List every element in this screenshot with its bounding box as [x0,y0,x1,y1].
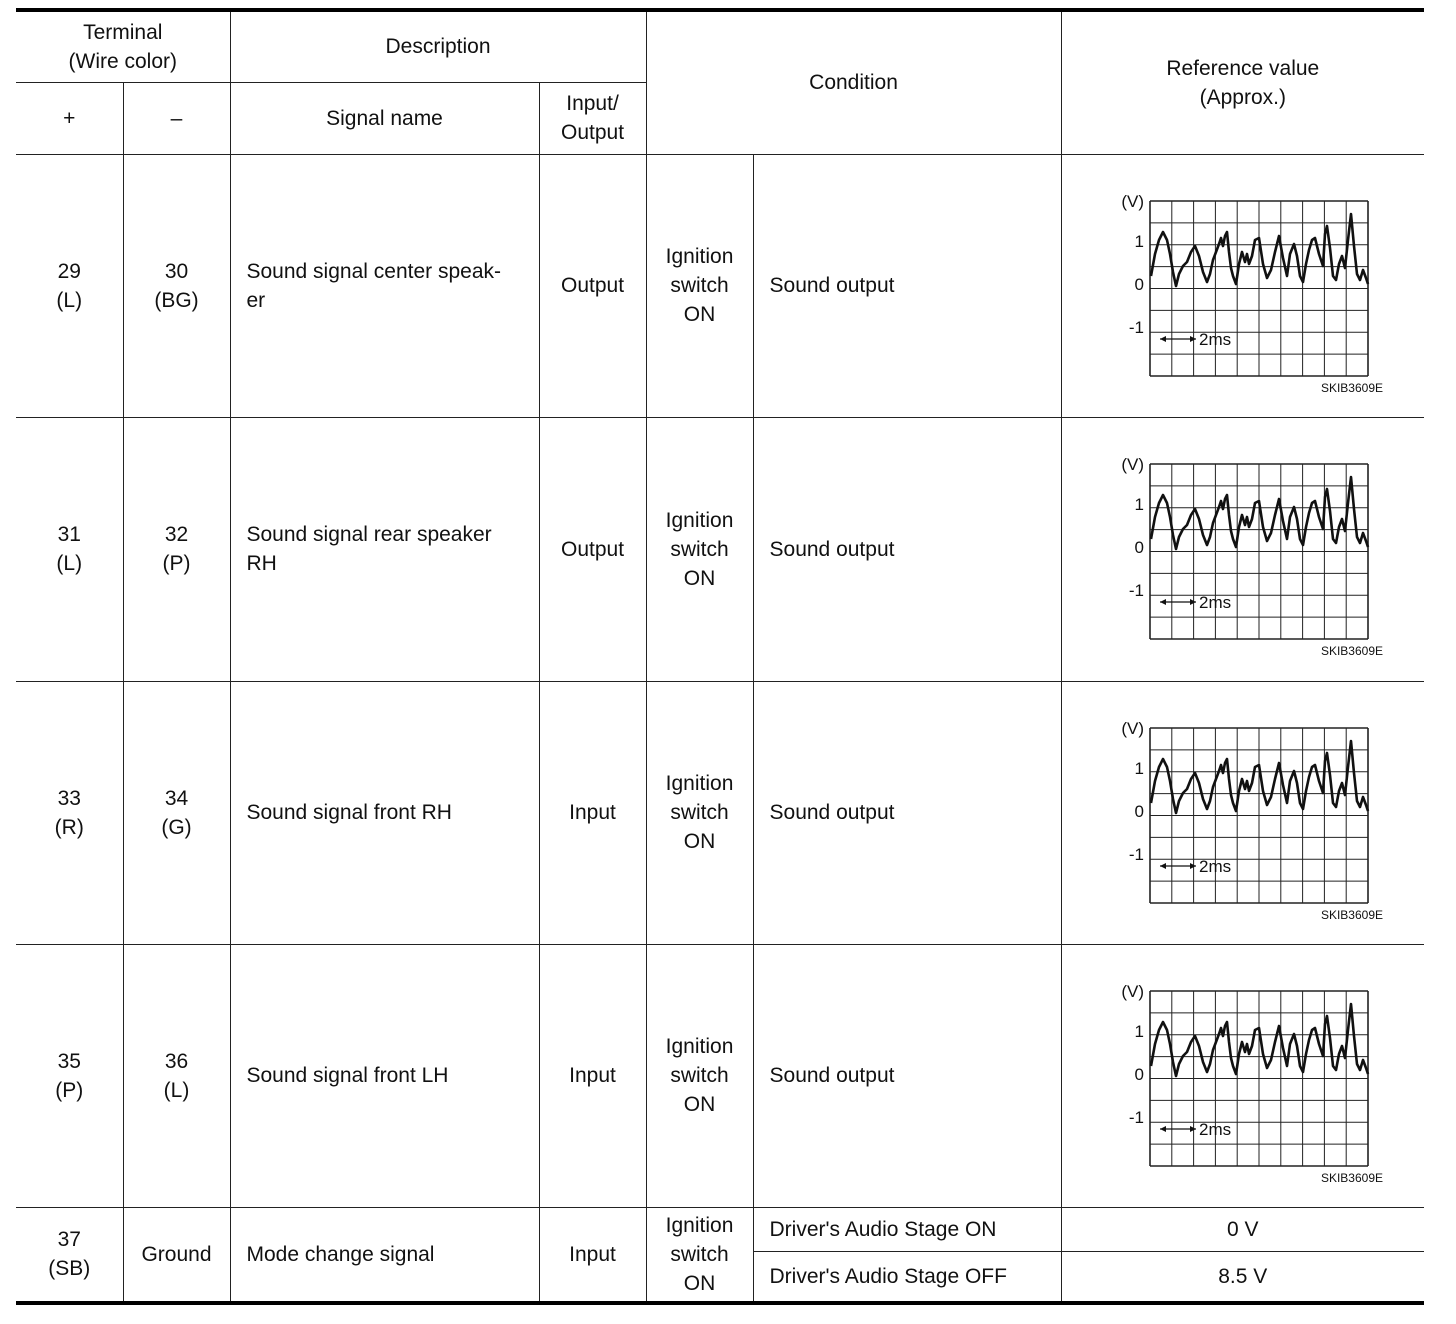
waveform-cell [1061,154,1424,417]
time-scale-label: 2ms [1198,593,1231,612]
figure-code: SKIB3609E [1320,380,1383,395]
y-tick-label: -1 [1128,844,1144,864]
wire-color: (L) [56,288,83,312]
waveform-grid [1150,728,1368,903]
signal-name-line: RH [246,552,277,575]
terminal-number: 29 [57,259,81,283]
condition-line: ON [683,830,716,853]
condition-detail-on: Driver's Audio Stage ON [753,1207,1061,1251]
condition [646,681,753,944]
terminal-number: 31 [57,523,81,546]
condition-line: switch [670,1242,729,1266]
terminal-number: 34 [164,786,189,810]
reference-label: Reference value [1166,56,1320,80]
terminal-spec-table [16,8,1424,1305]
wire-color: (SB) [48,1257,91,1281]
condition-line: Ignition [665,245,734,268]
condition-line: Ignition [665,1213,734,1237]
wire-color: (P) [55,1078,84,1102]
signal-name-header: Signal name [230,82,539,154]
condition-detail: Sound output [753,417,1061,681]
waveform-figure [1093,176,1393,396]
terminal-number: 30 [164,259,189,283]
wire-color: (P) [162,552,191,575]
input-output: Output [539,417,646,681]
condition-detail-off: Driver's Audio Stage OFF [753,1251,1061,1303]
waveform-figure [1093,439,1393,659]
time-scale-arrow [1160,1126,1166,1132]
terminal-number: 35 [57,1049,81,1073]
minus-terminal [123,681,230,944]
table-row [16,681,1424,944]
minus-terminal [123,944,230,1207]
condition [646,417,753,681]
signal-name [230,681,539,944]
reference-value-on: 0 V [1061,1207,1424,1251]
condition-line: switch [670,537,729,561]
signal-name-line: Sound signal front RH [246,801,452,824]
signal-name-line: er [246,288,266,312]
condition-header: Condition [646,10,1061,154]
condition-line: switch [670,1064,729,1087]
condition-line: ON [683,303,716,326]
terminal-label: Terminal [83,20,163,44]
signal-name-line: Sound signal rear speaker [246,523,492,546]
condition-line: ON [683,566,716,590]
voltage-unit-label: (V) [1121,981,1144,1001]
figure-code: SKIB3609E [1320,1170,1383,1185]
condition-line: Ignition [665,508,734,532]
wire-color: (L) [56,552,83,575]
waveform-figure [1093,966,1393,1186]
plus-terminal [16,417,123,681]
y-tick-label: -1 [1128,581,1144,600]
terminal-number: 37 [57,1228,81,1252]
condition-line: switch [670,801,729,824]
waveform-figure [1093,703,1393,923]
y-tick-label: 0 [1134,538,1144,557]
y-tick-label: -1 [1128,317,1144,337]
time-scale-arrow [1160,336,1166,342]
plus-terminal [16,944,123,1207]
plus-terminal [16,1207,123,1303]
table-row [16,154,1424,417]
approx-label: (Approx.) [1199,85,1286,109]
wire-color: (BG) [154,288,199,312]
signal-name [230,944,539,1207]
voltage-unit-label: (V) [1121,455,1144,474]
time-scale-arrow [1190,1126,1196,1132]
y-tick-label: 0 [1134,801,1144,821]
y-tick-label: 1 [1134,1021,1144,1041]
terminal-number: 32 [164,523,189,546]
condition [646,154,753,417]
waveform-cell [1061,417,1424,681]
waveform-grid [1150,991,1368,1166]
wire-color-label: (Wire color) [68,49,177,73]
waveform-cell [1061,681,1424,944]
y-tick-label: 1 [1134,231,1144,251]
condition [646,1207,753,1303]
time-scale-label: 2ms [1198,1119,1231,1139]
input-output: Input [539,944,646,1207]
time-scale-label: 2ms [1198,329,1231,349]
figure-code: SKIB3609E [1320,907,1383,922]
input-output: Input [539,681,646,944]
time-scale-arrow [1160,599,1166,605]
signal-name-line: Sound signal center speak- [246,259,501,283]
waveform-grid [1150,201,1368,376]
y-tick-label: 1 [1134,758,1144,778]
time-scale-arrow [1190,863,1196,869]
time-scale-arrow [1160,863,1166,869]
signal-name [230,417,539,681]
condition-line: switch [670,274,729,297]
voltage-unit-label: (V) [1121,191,1144,211]
time-scale-label: 2ms [1198,856,1231,876]
minus-terminal [123,417,230,681]
condition-line: Ignition [665,772,734,795]
input-output-label-2: Output [560,121,625,144]
time-scale-arrow [1190,336,1196,342]
waveform-cell [1061,944,1424,1207]
terminal-number: 33 [57,786,81,810]
plus-header: + [16,82,123,154]
input-output: Input [539,1207,646,1303]
time-scale-arrow [1190,599,1196,605]
description-header: Description [230,10,646,82]
plus-terminal [16,154,123,417]
wire-color: (R) [54,815,84,839]
waveform-grid [1150,464,1368,639]
signal-name-line: Sound signal front LH [246,1064,449,1087]
table-row [16,417,1424,681]
condition-line: ON [683,1093,716,1116]
minus-header: – [123,82,230,154]
terminal-number: 36 [164,1049,189,1073]
y-tick-label: 0 [1134,1064,1144,1084]
reference-header [1061,10,1424,154]
condition-line: ON [683,1271,716,1295]
condition-detail: Sound output [753,944,1061,1207]
table-row [16,1207,1424,1251]
condition [646,944,753,1207]
plus-terminal [16,681,123,944]
y-tick-label: -1 [1128,1107,1144,1127]
input-output: Output [539,154,646,417]
wire-color: (L) [163,1078,190,1102]
y-tick-label: 1 [1134,495,1144,514]
table-row [16,944,1424,1207]
input-output-header [539,82,646,154]
reference-value-off: 8.5 V [1061,1251,1424,1303]
terminal-header [16,10,230,82]
condition-detail: Sound output [753,681,1061,944]
figure-code: SKIB3609E [1320,644,1383,658]
minus-terminal: Ground [123,1207,230,1303]
y-tick-label: 0 [1134,274,1144,294]
signal-name: Mode change signal [230,1207,539,1303]
signal-name [230,154,539,417]
wire-color: (G) [161,815,192,839]
input-output-label-1: Input/ [566,92,619,115]
condition-detail: Sound output [753,154,1061,417]
minus-terminal [123,154,230,417]
voltage-unit-label: (V) [1121,718,1144,738]
condition-line: Ignition [665,1035,734,1058]
